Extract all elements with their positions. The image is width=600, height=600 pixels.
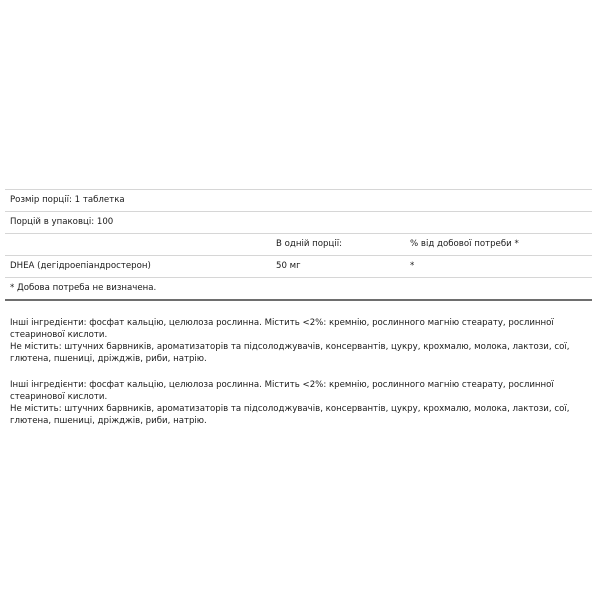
ingredients-block-2 [5, 379, 595, 427]
nutrient-name: DHEA (дегідроепіандростерон) [5, 256, 271, 278]
ingredients-block-1 [5, 317, 595, 365]
servings-per-container-row [5, 212, 592, 234]
footnote-row [5, 278, 592, 301]
other-ingredients-text: Інші інгредієнти: фосфат кальцію, целюлоза рослинна. Містить <2%: кремнію, рослинного магнію стеарату, рослинної стеаринової кислоти. [10, 380, 554, 402]
header-name-cell [5, 234, 271, 256]
header-amount: В одній порції: [271, 234, 405, 256]
serving-size: Розмір порції: 1 таблетка [5, 190, 592, 212]
nutrient-daily-value: * [405, 256, 592, 278]
nutrient-row [5, 256, 592, 278]
servings-per-container: Порцій в упаковці: 100 [5, 212, 592, 234]
serving-size-row [5, 190, 592, 212]
does-not-contain-text: Не містить: штучних барвників, ароматизаторів та підсолоджувачів, консервантів, цукру, крохмалю, молока, лактози, сої, глютена, пшениці, дріжджів, риби, натрію. [10, 342, 570, 364]
supplement-facts-table [5, 189, 592, 301]
column-header-row [5, 234, 592, 256]
other-ingredients-text: Інші інгредієнти: фосфат кальцію, целюлоза рослинна. Містить <2%: кремнію, рослинного магнію стеарату, рослинної стеаринової кислоти. [10, 318, 554, 340]
supplement-facts-panel [5, 189, 595, 427]
does-not-contain-text: Не містить: штучних барвників, ароматизаторів та підсолоджувачів, консервантів, цукру, крохмалю, молока, лактози, сої, глютена, пшениці, дріжджів, риби, натрію. [10, 404, 570, 426]
header-daily-value: % від добової потреби * [405, 234, 592, 256]
daily-value-footnote: * Добова потреба не визначена. [5, 278, 592, 301]
nutrient-amount: 50 мг [271, 256, 405, 278]
